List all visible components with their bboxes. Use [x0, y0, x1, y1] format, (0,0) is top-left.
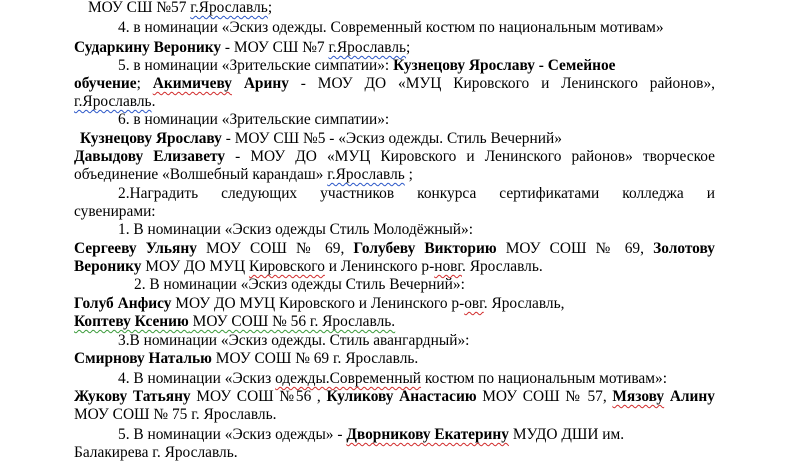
text-run: новг	[434, 258, 462, 275]
text-run: МОУ ДО МУЦ	[141, 258, 249, 275]
recipient-name: Голуб Анфису	[74, 295, 172, 312]
text-run: МОУ ДО МУЦ Кировского и Ленинского р-	[171, 295, 465, 312]
text-run: г.Ярославль	[328, 39, 407, 56]
text-run: сувенирами:	[74, 203, 156, 220]
recipient-name: Арину	[231, 75, 289, 92]
text-run: МОУ СОШ № 69 г. Ярославль.	[211, 350, 419, 367]
text-run: 5. В номинации «Эскиз одежды» -	[118, 426, 347, 443]
text-run: 3.В номинации «Эскиз одежды. Стиль авангардный»:	[118, 332, 470, 349]
text-run: МОУ СШ №57	[88, 0, 191, 16]
recipient-name: Золотову	[653, 240, 715, 257]
recipient-name: Кузнецову Ярославу - Семейное	[393, 57, 616, 74]
recipient-name: Коптеву Ксению	[74, 313, 189, 330]
text-run: МОУ СОШ №56 ,	[190, 388, 327, 405]
text-run: одежды.Современный	[275, 370, 422, 387]
text-run: 2.Наградить следующих участников конкурса сертификатами колледжа и	[118, 185, 715, 202]
text-run: г.Ярославль	[74, 93, 152, 110]
text-run: 6. в номинации «Зрительские симпатии»:	[118, 111, 390, 128]
recipient-name: Кузнецову Ярославу	[80, 130, 222, 147]
text-run: Кировского	[248, 258, 325, 275]
text-run: Балакирева г. Ярославль.	[74, 444, 238, 461]
text-run: МОУ СОШ № 56 г. Ярославль.	[188, 313, 396, 330]
text-line	[74, 348, 715, 370]
text-run: костюм по национальным мотивам»:	[421, 370, 667, 387]
text-line	[74, 404, 715, 426]
text-run: г.Ярославль	[190, 0, 268, 16]
recipient-name: Давыдову Елизавету	[74, 148, 226, 165]
text-run: - МОУ СШ №5 - «Эскиз одежды. Стиль Вечерний»	[221, 130, 562, 147]
text-run: МОУ СОШ № 57,	[476, 388, 613, 405]
text-run: МОУ СОШ № 69,	[496, 240, 654, 257]
text-run: МУДО ДШИ им.	[508, 426, 625, 443]
recipient-name: Голубеву Викторию	[353, 240, 497, 257]
text-run: и Ленинского р-	[324, 258, 435, 275]
text-run: - МОУ ДО «МУЦ Кировского и Ленинского районов»,	[288, 75, 715, 92]
text-run: 5. в номинации «Зрительские симпатии»:	[118, 57, 394, 74]
text-run: . Ярославль.	[462, 258, 543, 275]
recipient-name: Веронику	[74, 258, 142, 275]
text-run: 4. В номинации «Эскиз	[118, 370, 276, 387]
recipient-name: Жукову Татьяну	[74, 388, 191, 405]
recipient-name: Алину	[669, 388, 715, 405]
recipient-name: Акимичеву	[152, 75, 232, 92]
recipient-name: Сударкину Веронику	[74, 39, 222, 56]
text-run: 2. В номинации «Эскиз одежды Стиль Вечерний»:	[134, 276, 465, 293]
text-run: МОУ СОШ № 69,	[196, 240, 354, 257]
text-run: объединение «Волшебный карандаш»	[74, 166, 328, 183]
recipient-name: Дворникову Екатерину	[346, 426, 509, 443]
recipient-name: Сергееву Ульяну	[74, 240, 197, 257]
text-run: ;	[406, 39, 411, 56]
text-run: овг	[464, 295, 484, 312]
text-run: .	[151, 93, 156, 110]
text-run: - МОУ СШ №7	[221, 39, 329, 56]
text-line	[118, 17, 759, 39]
text-run: г.Ярославль	[327, 166, 405, 183]
recipient-name: Куликову Анастасию	[326, 388, 477, 405]
text-run: ;	[136, 75, 153, 92]
text-run: . Ярославль,	[483, 295, 565, 312]
text-run: ;	[404, 166, 413, 183]
recipient-name: Смирнову Наталью	[74, 350, 212, 367]
text-run: МОУ СОШ № 75 г. Ярославль.	[74, 406, 277, 423]
text-run: - МОУ ДО «МУЦ Кировского и Ленинского районов» творческое	[225, 148, 715, 165]
recipient-name: Мязову	[612, 388, 665, 405]
text-run: 1. В номинации «Эскиз одежды Стиль Молодёжный»:	[118, 221, 474, 238]
text-line	[74, 442, 715, 464]
recipient-name: обучение	[74, 75, 137, 92]
text-run: ;	[267, 0, 273, 16]
text-run: 4. в номинации «Эскиз одежды. Современный костюм по национальным мотивам»	[118, 19, 664, 36]
